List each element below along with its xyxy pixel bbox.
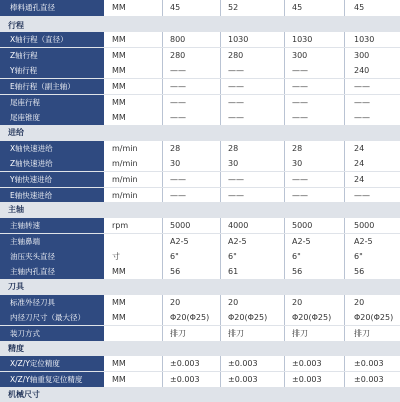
row-value-3: 6": [292, 251, 301, 261]
row-value-3: 排刀: [292, 328, 308, 338]
row-label: Z轴行程: [0, 48, 104, 63]
column-divider: [220, 310, 221, 325]
row-value-3: ±0.003: [292, 374, 322, 384]
row-value-3: 1030: [292, 34, 313, 44]
row-label: Y轴快速进给: [0, 172, 104, 187]
table-row: [0, 295, 400, 310]
section-header: [0, 125, 400, 140]
column-divider: [162, 264, 163, 279]
row-value-2: A2-5: [228, 236, 247, 246]
column-divider: [220, 172, 221, 187]
column-divider: [284, 32, 285, 47]
section-header: [0, 202, 400, 217]
column-divider: [162, 356, 163, 371]
column-divider: [162, 295, 163, 310]
row-label: 标准外径刀具: [0, 295, 104, 310]
row-value-1: 28: [170, 143, 181, 153]
row-value-2: Φ20(Φ25): [228, 312, 268, 322]
row-value-1: 20: [170, 297, 181, 307]
row-label: 油压夹头直径: [0, 249, 104, 264]
row-label: X/Z/Y定位精度: [0, 356, 104, 371]
row-value-1: 56: [170, 266, 181, 276]
row-value-3: ——: [292, 81, 308, 91]
row-value-4: ±0.003: [354, 374, 384, 384]
column-divider: [162, 63, 163, 78]
column-divider: [162, 188, 163, 203]
row-label: X轴行程（直径）: [0, 32, 104, 47]
column-divider: [344, 218, 345, 233]
column-divider: [284, 356, 285, 371]
table-row: [0, 372, 400, 387]
column-divider: [284, 218, 285, 233]
column-divider: [162, 249, 163, 264]
column-divider: [220, 63, 221, 78]
column-divider: [284, 48, 285, 63]
row-value-3: ——: [292, 97, 308, 107]
column-divider: [284, 95, 285, 110]
row-unit: MM: [112, 3, 126, 12]
column-divider: [284, 326, 285, 341]
column-divider: [220, 234, 221, 249]
row-value-1: 5000: [170, 220, 191, 230]
row-value-2: ——: [228, 112, 244, 122]
column-divider: [220, 372, 221, 387]
column-divider: [220, 0, 221, 16]
row-value-4: ——: [354, 190, 370, 200]
row-value-3: ——: [292, 190, 308, 200]
table-row: [0, 32, 400, 47]
row-value-3: ——: [292, 112, 308, 122]
column-divider: [220, 79, 221, 94]
column-divider: [220, 218, 221, 233]
column-divider: [162, 218, 163, 233]
row-value-1: 800: [170, 34, 186, 44]
row-value-3: ±0.003: [292, 358, 322, 368]
column-divider: [284, 79, 285, 94]
section-title: 行程: [8, 20, 24, 30]
row-value-2: ——: [228, 174, 244, 184]
row-value-2: 6": [228, 251, 237, 261]
row-unit: [104, 234, 162, 249]
row-unit: MM: [112, 358, 126, 368]
column-divider: [162, 48, 163, 63]
column-divider: [220, 48, 221, 63]
table-row: [0, 0, 400, 16]
row-value-4: 240: [354, 65, 370, 75]
column-divider: [284, 295, 285, 310]
table-row: [0, 95, 400, 110]
row-value-4: ±0.003: [354, 358, 384, 368]
table-row: [0, 310, 400, 325]
row-value-2: 20: [228, 297, 239, 307]
row-value-4: Φ20(Φ25): [354, 312, 394, 322]
column-divider: [284, 63, 285, 78]
column-divider: [284, 156, 285, 171]
column-divider: [344, 172, 345, 187]
row-value-1: ±0.003: [170, 374, 200, 384]
section-title: 进给: [8, 127, 24, 137]
row-value-1: ——: [170, 174, 186, 184]
row-value-2: 28: [228, 143, 239, 153]
column-divider: [220, 356, 221, 371]
row-value-4: 1030: [354, 34, 375, 44]
row-value-4: ——: [354, 112, 370, 122]
row-unit: MM: [112, 112, 126, 122]
row-value-1: A2-5: [170, 236, 189, 246]
row-value-2: 30: [228, 158, 239, 168]
row-value-1: 排刀: [170, 328, 186, 338]
column-divider: [344, 326, 345, 341]
column-divider: [162, 79, 163, 94]
row-label: 装刀方式: [0, 326, 104, 341]
row-value-3: ——: [292, 65, 308, 75]
row-label: 主轴转速: [0, 218, 104, 233]
row-value-4: 24: [354, 174, 365, 184]
row-label: 主轴鼻端: [0, 234, 104, 249]
column-divider: [284, 264, 285, 279]
section-header: [0, 341, 400, 356]
column-divider: [284, 110, 285, 125]
column-divider: [344, 188, 345, 203]
table-row: [0, 156, 400, 171]
row-value-3: 300: [292, 50, 308, 60]
column-divider: [162, 234, 163, 249]
column-divider: [344, 0, 345, 16]
row-value-2: 52: [228, 3, 239, 12]
column-divider: [344, 295, 345, 310]
section-title: 刀具: [8, 281, 24, 291]
row-label: X/Z/Y轴重复定位精度: [0, 372, 104, 387]
row-value-3: Φ20(Φ25): [292, 312, 332, 322]
row-label: Y轴行程: [0, 63, 104, 78]
row-unit: m/min: [112, 190, 138, 200]
column-divider: [344, 356, 345, 371]
row-unit: MM: [112, 266, 126, 276]
column-divider: [344, 63, 345, 78]
column-divider: [162, 156, 163, 171]
row-value-4: 24: [354, 158, 365, 168]
row-value-1: ——: [170, 81, 186, 91]
row-value-3: 30: [292, 158, 303, 168]
column-divider: [162, 0, 163, 16]
column-divider: [162, 326, 163, 341]
row-value-4: ——: [354, 81, 370, 91]
row-unit: [104, 326, 162, 341]
row-value-2: ——: [228, 65, 244, 75]
section-header: [0, 279, 400, 294]
column-divider: [344, 79, 345, 94]
row-value-4: ——: [354, 97, 370, 107]
table-row: [0, 326, 400, 341]
column-divider: [284, 0, 285, 16]
column-divider: [344, 234, 345, 249]
row-value-3: 5000: [292, 220, 313, 230]
row-value-2: ——: [228, 81, 244, 91]
row-label: 主轴内孔直径: [0, 264, 104, 279]
row-value-1: 280: [170, 50, 186, 60]
table-row: [0, 172, 400, 187]
column-divider: [344, 249, 345, 264]
row-unit: 寸: [112, 251, 120, 261]
row-unit: MM: [112, 81, 126, 91]
row-value-1: Φ20(Φ25): [170, 312, 210, 322]
column-divider: [220, 95, 221, 110]
column-divider: [344, 156, 345, 171]
row-value-1: ——: [170, 190, 186, 200]
column-divider: [284, 188, 285, 203]
row-label: 内径刀尺寸（最大径）: [0, 310, 104, 325]
column-divider: [220, 32, 221, 47]
row-unit: rpm: [112, 220, 129, 230]
row-value-2: 61: [228, 266, 239, 276]
row-value-2: 1030: [228, 34, 249, 44]
column-divider: [344, 372, 345, 387]
row-value-4: A2-5: [354, 236, 373, 246]
table-row: [0, 48, 400, 63]
row-value-3: 20: [292, 297, 303, 307]
row-value-2: ±0.003: [228, 374, 258, 384]
row-value-4: 56: [354, 266, 365, 276]
row-value-4: 20: [354, 297, 365, 307]
row-value-4: 45: [354, 3, 365, 12]
column-divider: [220, 326, 221, 341]
section-header: [0, 18, 400, 33]
row-value-2: 排刀: [228, 328, 244, 338]
row-value-2: 4000: [228, 220, 249, 230]
row-value-2: ——: [228, 190, 244, 200]
column-divider: [344, 32, 345, 47]
row-unit: MM: [112, 374, 126, 384]
row-value-1: ——: [170, 65, 186, 75]
row-value-3: 45: [292, 3, 303, 12]
row-value-2: ——: [228, 97, 244, 107]
row-value-4: 排刀: [354, 328, 370, 338]
row-unit: MM: [112, 50, 126, 60]
column-divider: [220, 141, 221, 156]
column-divider: [162, 372, 163, 387]
row-value-3: ——: [292, 174, 308, 184]
column-divider: [284, 141, 285, 156]
row-value-1: ±0.003: [170, 358, 200, 368]
row-unit: MM: [112, 65, 126, 75]
column-divider: [220, 249, 221, 264]
column-divider: [344, 48, 345, 63]
column-divider: [344, 264, 345, 279]
row-unit: MM: [112, 312, 126, 322]
row-value-4: 24: [354, 143, 365, 153]
row-value-4: 6": [354, 251, 363, 261]
row-value-1: ——: [170, 97, 186, 107]
column-divider: [220, 188, 221, 203]
row-unit: MM: [112, 97, 126, 107]
row-value-3: A2-5: [292, 236, 311, 246]
row-label: E轴行程（副主轴）: [0, 79, 104, 94]
table-row: [0, 249, 400, 264]
row-unit: MM: [112, 297, 126, 307]
column-divider: [162, 172, 163, 187]
row-value-2: 280: [228, 50, 244, 60]
column-divider: [220, 156, 221, 171]
row-value-1: 6": [170, 251, 179, 261]
row-unit: MM: [112, 34, 126, 44]
row-value-4: 300: [354, 50, 370, 60]
column-divider: [220, 295, 221, 310]
row-unit: m/min: [112, 143, 138, 153]
row-label: X轴快速进给: [0, 141, 104, 156]
column-divider: [284, 172, 285, 187]
row-value-3: 56: [292, 266, 303, 276]
row-value-1: 45: [170, 3, 181, 12]
table-row: [0, 188, 400, 203]
row-value-4: 5000: [354, 220, 375, 230]
column-divider: [284, 234, 285, 249]
row-unit: m/min: [112, 174, 138, 184]
row-label: 尾座行程: [0, 95, 104, 110]
row-unit: m/min: [112, 158, 138, 168]
column-divider: [162, 141, 163, 156]
column-divider: [344, 310, 345, 325]
column-divider: [220, 110, 221, 125]
column-divider: [162, 310, 163, 325]
column-divider: [284, 310, 285, 325]
table-row: [0, 79, 400, 94]
table-row: [0, 141, 400, 156]
row-label: 尾座锥度: [0, 110, 104, 125]
section-title: 机械尺寸: [8, 389, 40, 399]
row-value-1: ——: [170, 112, 186, 122]
row-value-2: ±0.003: [228, 358, 258, 368]
table-row: [0, 110, 400, 125]
table-row: [0, 234, 400, 249]
column-divider: [344, 95, 345, 110]
column-divider: [162, 110, 163, 125]
table-row: [0, 264, 400, 279]
column-divider: [284, 372, 285, 387]
table-row: [0, 63, 400, 78]
column-divider: [344, 141, 345, 156]
section-title: 主轴: [8, 204, 24, 214]
column-divider: [162, 32, 163, 47]
column-divider: [162, 95, 163, 110]
table-row: [0, 356, 400, 371]
table-row: [0, 218, 400, 233]
column-divider: [344, 110, 345, 125]
row-label: E轴快速进给: [0, 188, 104, 203]
row-label: 棒料通孔直径: [0, 0, 104, 16]
row-value-3: 28: [292, 143, 303, 153]
row-label: Z轴快速进给: [0, 156, 104, 171]
section-title: 精度: [8, 343, 24, 353]
row-value-1: 30: [170, 158, 181, 168]
column-divider: [284, 249, 285, 264]
column-divider: [220, 264, 221, 279]
